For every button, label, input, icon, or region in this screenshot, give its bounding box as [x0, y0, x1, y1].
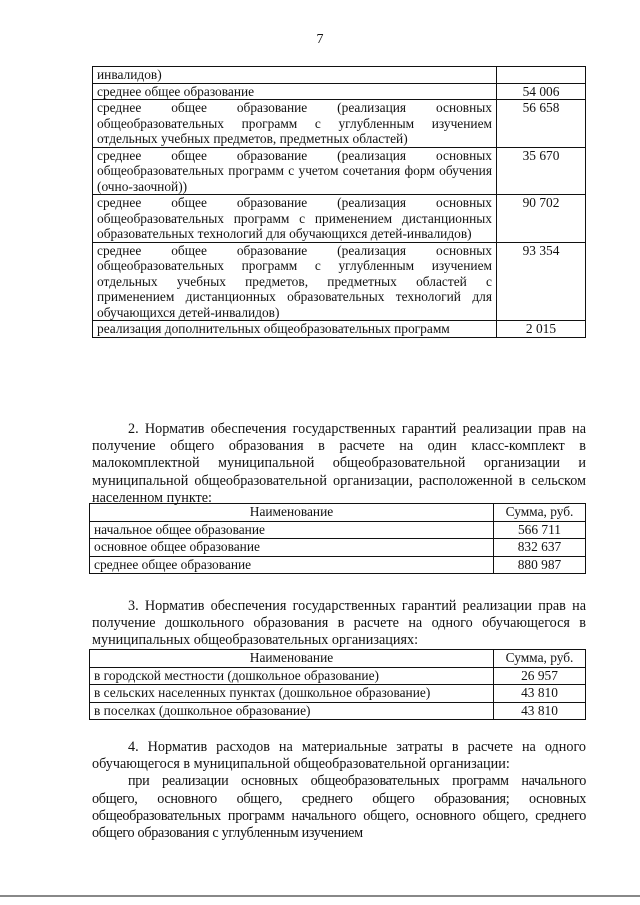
row-name: среднее общее образование (реализация основных общеобразовательных программ с применением дистанционных образовательных технологий для обучающихся детей-инвалидов)	[93, 195, 497, 243]
table-row	[90, 521, 586, 539]
row-value: 880 987	[494, 556, 586, 574]
table-row	[93, 195, 586, 243]
row-value: 26 957	[494, 667, 586, 685]
table-row	[93, 147, 586, 195]
table-row	[90, 667, 586, 685]
header-sum: Сумма, руб.	[494, 504, 586, 522]
table-header-row	[90, 504, 586, 522]
row-name: реализация дополнительных общеобразовательных программ	[93, 321, 497, 338]
table-row	[93, 242, 586, 321]
row-name: в сельских населенных пунктах (дошкольное образование)	[90, 685, 494, 703]
row-value: 35 670	[497, 147, 586, 195]
row-name: инвалидов)	[93, 67, 497, 84]
row-name: в городской местности (дошкольное образование)	[90, 667, 494, 685]
row-value: 56 658	[497, 100, 586, 148]
row-name: среднее общее образование (реализация основных общеобразовательных программ с углубленным изучением отдельных учебных предметов, предметных областей)	[93, 100, 497, 148]
row-name: среднее общее образование (реализация основных общеобразовательных программ с учетом сочетания форм обучения (очно-заочной))	[93, 147, 497, 195]
row-value: 93 354	[497, 242, 586, 321]
header-name: Наименование	[90, 650, 494, 668]
row-name: среднее общее образование (реализация основных общеобразовательных программ с углубленным изучением отдельных учебных предметов, предметных областей с применением дистанционных образовательных технологий для обучающихся детей-инвалидов)	[93, 242, 497, 321]
table-row	[93, 83, 586, 100]
row-name: основное общее образование	[90, 539, 494, 557]
table-row	[93, 67, 586, 84]
section-3-text	[92, 598, 586, 650]
page-number: 7	[316, 32, 324, 47]
table-row	[90, 556, 586, 574]
row-value	[497, 67, 586, 84]
table-row	[90, 539, 586, 557]
table-header-row	[90, 650, 586, 668]
section-4-text	[92, 739, 586, 842]
section-2-text	[92, 421, 586, 507]
table-costs-continued	[92, 66, 586, 338]
section-4-paragraph-2: при реализации основных общеобразовательных программ начального общего, основного общего, среднего общего образования; основных общеобразовательных программ начального общего, основного общего, среднего общего образования с углубленным изучением	[92, 773, 586, 842]
row-value: 2 015	[497, 321, 586, 338]
header-sum: Сумма, руб.	[494, 650, 586, 668]
row-value: 90 702	[497, 195, 586, 243]
row-value: 43 810	[494, 685, 586, 703]
table-row	[93, 321, 586, 338]
row-name: среднее общее образование	[90, 556, 494, 574]
section-2-paragraph: 2. Норматив обеспечения государственных гарантий реализации прав на получение общего образования в расчете на один класс-комплект в малокомплектной муниципальной общеобразовательной организации и муниципальной общеобразовательной организации, расположенной в сельском населенном пункте:	[92, 421, 586, 506]
row-value: 54 006	[497, 83, 586, 100]
table-row	[93, 100, 586, 148]
table-row	[90, 702, 586, 720]
row-value: 566 711	[494, 521, 586, 539]
section-4-paragraph: 4. Норматив расходов на материальные затраты в расчете на одного обучающегося в муниципальной общеобразовательной организации:	[92, 739, 586, 773]
table-row	[90, 685, 586, 703]
row-name: начальное общее образование	[90, 521, 494, 539]
row-name: среднее общее образование	[93, 83, 497, 100]
row-value: 832 637	[494, 539, 586, 557]
page-bottom-edge	[0, 895, 640, 897]
section-3-paragraph: 3. Норматив обеспечения государственных гарантий реализации прав на получение дошкольного образования в расчете на одного обучающегося в муниципальных общеобразовательных организациях:	[92, 598, 586, 649]
table-preschool	[89, 649, 586, 720]
row-name: в поселках (дошкольное образование)	[90, 702, 494, 720]
table-class-complect	[89, 503, 586, 574]
header-name: Наименование	[90, 504, 494, 522]
row-value: 43 810	[494, 702, 586, 720]
